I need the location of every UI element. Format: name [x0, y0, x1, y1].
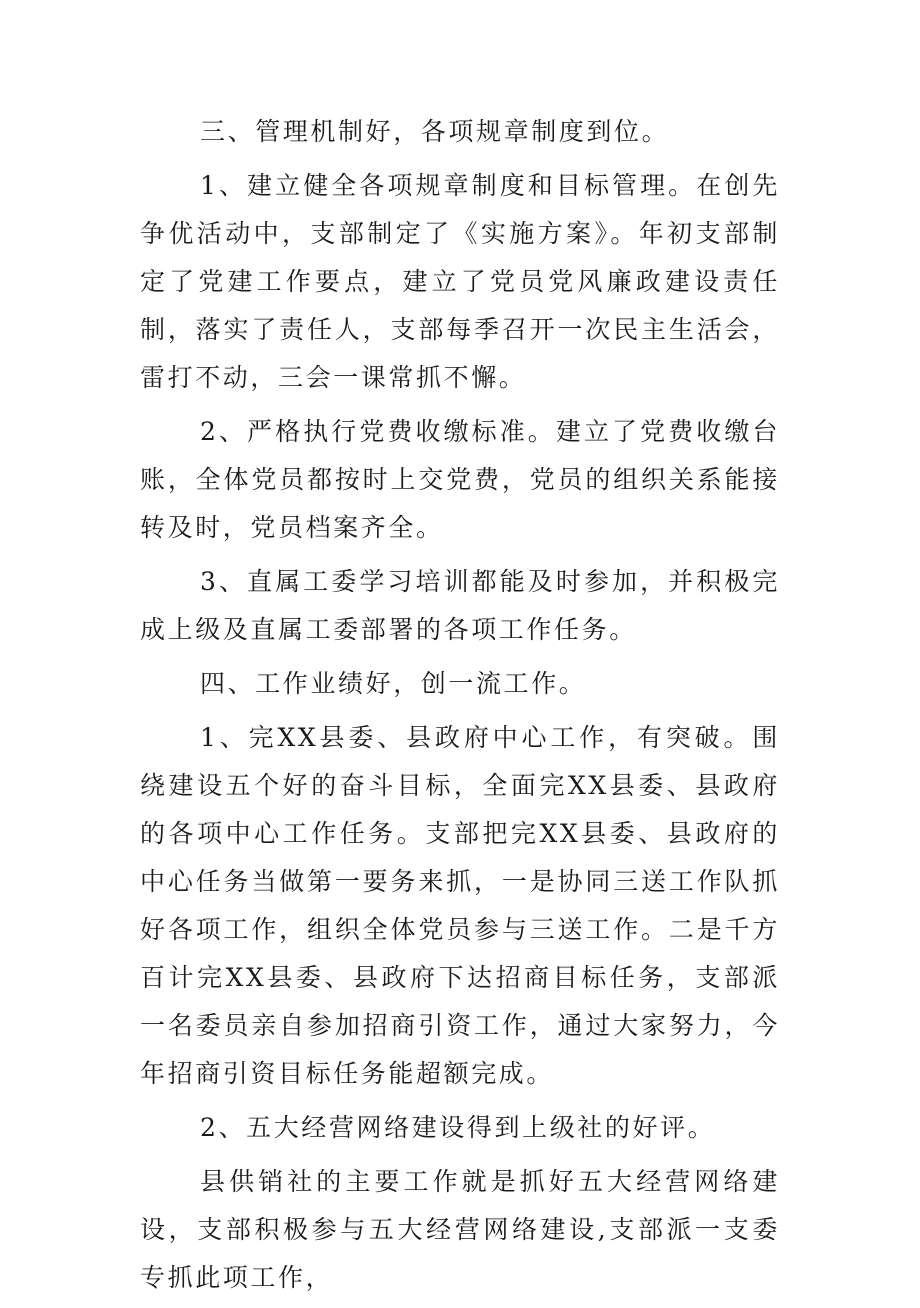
section-heading-4: 四、工作业绩好，创一流工作。: [200, 669, 587, 698]
paragraph: 2、五大经营网络建设得到上级社的好评。: [200, 1113, 716, 1142]
paragraph: 县供销社的主要工作就是抓好五大经营网络建设，支部积极参与五大经营网络建设,支部派一支委专抓此项工作，: [140, 1167, 780, 1292]
document-body: [140, 108, 780, 1308]
paragraph: 1、完XX县委、县政府中心工作，有突破。围绕建设五个好的奋斗目标，全面完XX县委、县政府的各项中心工作任务。支部把完XX县委、县政府的中心任务当做第一要务来抓，一是协同三送工作队抓好各项工作，组织全体党员参与三送工作。二是千方百计完XX县委、县政府下达招商目标任务，支部派一名委员亲自参加招商引资工作，通过大家努力，今年招商引资目标任务能超额完成。: [140, 723, 780, 1088]
paragraph: 3、直属工委学习培训都能及时参加，并积极完成上级及直属工委部署的各项工作任务。: [140, 567, 780, 644]
paragraph: 2、严格执行党费收缴标准。建立了党费收缴台账，全体党员都按时上交党费，党员的组织关系能接转及时，党员档案齐全。: [140, 417, 780, 542]
paragraph: 1、建立健全各项规章制度和目标管理。在创先争优活动中，支部制定了《实施方案》。年初支部制定了党建工作要点，建立了党员党风廉政建设责任制，落实了责任人，支部每季召开一次民主生活会，雷打不动，三会一课常抓不懈。: [140, 171, 780, 392]
section-heading-3: 三、管理机制好，各项规章制度到位。: [200, 117, 670, 146]
